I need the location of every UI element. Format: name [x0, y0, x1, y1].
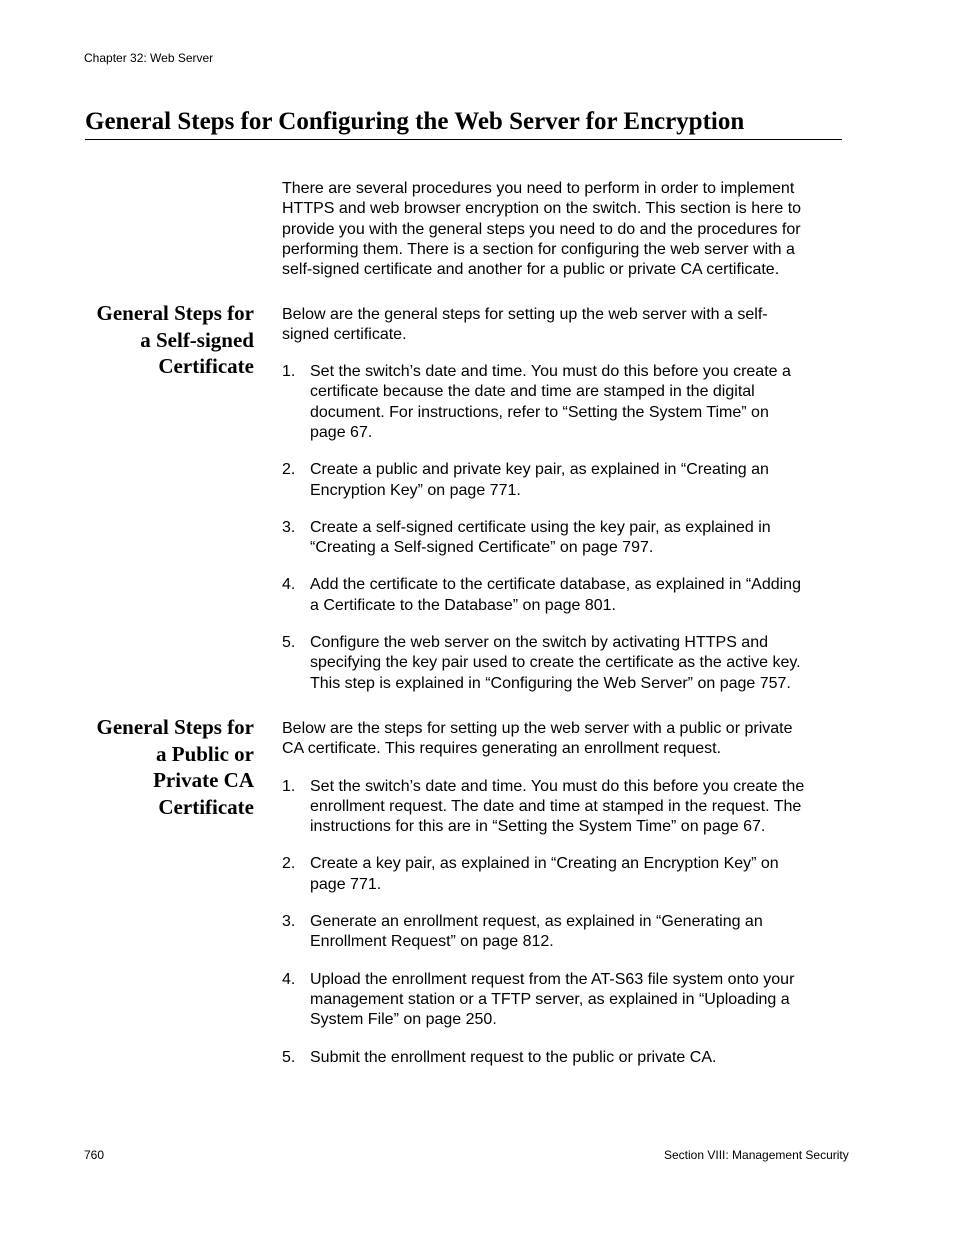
list-item: 4. Upload the enrollment request from the AT-S63 file system onto your management station or a TFTP server, as explained in “Uploading a System File” on page 250.	[282, 970, 795, 1029]
list-item: 2. Create a key pair, as explained in “Creating an Encryption Key” on page 771.	[282, 855, 779, 893]
list-item: 4. Add the certificate to the certificate database, as explained in “Adding a Certificate to the Database” on page 801.	[282, 576, 801, 614]
public-ca-lead: Below are the steps for setting up the web server with a public or private CA certificate. This requires generating an enrollment request.	[282, 720, 793, 758]
self-signed-content	[282, 305, 842, 694]
list-item: 5. Submit the enrollment request to the public or private CA.	[282, 1048, 717, 1066]
text-line: HTTPS and web browser encryption on the switch. This section is here to	[282, 200, 802, 218]
intro-paragraph	[282, 179, 842, 280]
page-number: 760	[84, 1148, 105, 1162]
text-line: There are several procedures you need to perform in order to implement	[282, 180, 795, 197]
section-heading-self-signed: General Steps for a Self-signed Certificate	[96, 301, 254, 379]
list-item: 3. Generate an enrollment request, as explained in “Generating an Enrollment Request” on page 812.	[282, 913, 763, 951]
list-item: 5. Configure the web server on the switch by activating HTTPS and specifying the key pair used to create the certificate as the active key. This step is explained in “Configuring the Web Server” on page 757.	[282, 634, 801, 692]
self-signed-steps	[282, 362, 842, 694]
text-line: self-signed certificate and another for a public or private CA certificate.	[282, 261, 780, 279]
public-ca-steps	[282, 777, 842, 1068]
running-footer-section: Section VIII: Management Security	[664, 1148, 849, 1162]
list-item: 1. Set the switch’s date and time. You must do this before you create the enrollment request. The date and time at stamped in the request. The instructions for this are in “Setting the System Time” on page 67.	[282, 777, 805, 836]
text-line: performing them. There is a section for configuring the web server with a	[282, 240, 795, 258]
self-signed-lead: Below are the general steps for setting up the web server with a self- signed certificate.	[282, 306, 768, 344]
list-item: 3. Create a self-signed certificate using the key pair, as explained in “Creating a Self-signed Certificate” on page 797.	[282, 518, 771, 557]
text-line: provide you with the general steps you need to do and the procedures for	[282, 220, 801, 238]
list-item: 2. Create a public and private key pair, as explained in “Creating an Encryption Key” on page 771.	[282, 461, 769, 499]
page-title: General Steps for Configuring the Web Server for Encryption	[85, 107, 842, 140]
public-ca-content	[282, 719, 842, 1068]
section-heading-public-ca: General Steps for a Public or Private CA Certificate	[96, 715, 254, 820]
running-header: Chapter 32: Web Server	[84, 51, 214, 65]
list-item: 1. Set the switch’s date and time. You must do this before you create a certificate because the date and time are stamped in the digital document. For instructions, refer to “Setting the System Time” on page 67.	[282, 363, 791, 441]
